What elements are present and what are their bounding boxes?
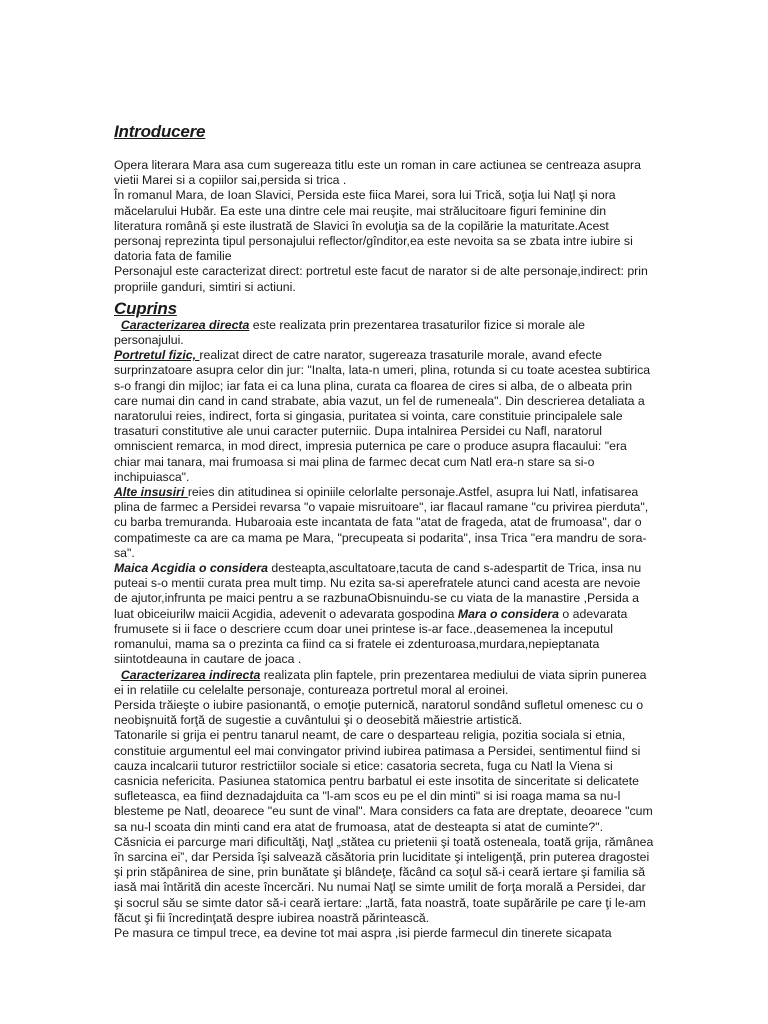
paragraph-alte-insusiri [114,485,656,561]
text-caracterizarea-indirecta: realizata plin faptele, prin prezentarea mediului de viata siprin punerea ei in relatiile cu celelalte personaje, contureaza portretul moral al eroinei. [114,667,647,697]
paragraph-portret-fizic [114,348,656,485]
heading-cuprins: Cuprins [114,298,177,318]
paragraph-tatonarile: Tatonarile si grija ei pentru tanarul neamt, de care o desparteau religia, pozitia sociala si etnia, constituie argumentul eel mai convingator privind iubirea patimasa a Persidei, sentimentul fiind si cauza incalcarii tuturor restrictiilor sociale si etice: casatoria secreta, fuga cu Natl la Viena si casnicia nefericita. Pasiunea statomica pentru barbatul ei este insotita de sinceritate si delicatete sufleteasca, ea fiind deznadajduita ca "l-am scos eu pe el din minti" si isi roaga mama sa nu-l blesteme pe Natl, deoarece "eu sunt de vinal". Mara considers ca fata are dreptate, deoarece "cum sa nu-l scoata din minti cand era atat de frumoasa, atat de desteapta si atat de cuminte?". [114,728,653,834]
text-mara-considera: o adevarata frumusete si ii face o descriere ccum doar unei printese is-ar face.,deasemenea la inceputul romanului, mama sa o prezinta ca fiind ca si fratele ei zdenturoasa,murdara,nepieptanata siintotdeauna in cautare de joaca . [114,606,628,667]
intro-paragraph-1: Opera literara Mara asa cum sugereaza titlu este un roman in care actiunea se centreaza asupra vietii Marei si a copiilor sai,persida si trica . [114,158,641,188]
label-caracterizarea-indirecta: Caracterizarea indirecta [120,667,261,682]
text-portretul-fizic: realizat direct de catre narator, sugereaza trasaturile morale, avand efecte surprinzatoare asupra celor din jur: "Inalta, lata-n umeri, plina, rotunda si cu toate acestea subtirica s-o frangi din mijloc; iar fata ei ca luna plina, curata ca floarea de cires si alba, de o albeata prin care numai din cand in cand strabate, abia vazut, un fel de rumeneala". Din descrierea detaliata a naratorului reies, indirect, forta si gingasia, puritatea si vointa, care constituie principalele sale trasaturi constitutive ale unui caracter puterniic. Dupa intalnirea Persidei cu Nafl, naratorul omniscient remarca, in mod direct, impresia puternica pe care o produce asupra flacaului: "era chiar mai tanara, mai frumoasa si mai plina de farmec decat cum Natl era-n stare sa si-o inchipuiasca". [114,348,651,484]
label-portretul-fizic: Portretul fizic, [114,348,200,363]
label-mara-considera: Mara o considera [457,606,559,621]
paragraph-pe-masura: Pe masura ce timpul trece, ea devine tot mai aspra ,isi pierde farmecul din tinerete sicapata [114,925,612,940]
paragraph-caracterizare-directa [114,318,656,348]
text-maica-acgidia: desteapta,ascultatoare,tacuta de cand s-adespartit de Trica, insa nu puteai s-o mentii curata prea mult timp. Nu ezita sa-si aperefratele atunci cand acesta are nevoie de ajutor,infrunta pe maici pentru a se razbunaObisnuindu-se cu viata de la manastire ,Persida a luat obiceiurilw maicii Acgidia, adevenit o adevarata gospodina [114,561,642,621]
heading-introducere: Introducere [114,122,206,141]
text-caracterizarea-directa: este realizata prin prezentarea trasaturilor fizice si morale ale personajului. [114,317,585,348]
paragraph-persida-traieste: Persida trăieşte o iubire pasionantă, o emoţie puternică, naratorul sondând sufletul omenesc cu o neobişnuită forţă de sugestie a cuvântului şi o deosebită măiestrie artistică. [114,697,644,728]
document-page [114,122,656,941]
paragraph-casnicia: Căsnicia ei parcurge mari dificultăţi, Naţl „stătea cu prietenii şi toată osteneala, toată grija, rămânea în sarcina ei”, dar Persida îşi salvează căsătoria prin luciditate şi inteligenţă, prin puterea dragostei şi prin stăpânirea de sine, prin bunătate şi blândeţe, făcând ca soţul să-i ceară iertare şi familia să iasă mai întărită din aceste încercări. Nu numai Naţl se simte umilit de forţa morală a Persidei, dar şi socrul său se simte dator să-i ceară iertare: „Iartă, fata noastră, toate supărările pe care ţi le-am făcut şi fii încredinţată despre iubirea noastră părintească. [114,834,654,925]
label-alte-insusiri: Alte insusiri [114,485,188,500]
paragraph-maica-acgidia [114,561,656,667]
text-alte-insusiri: reies din atitudinea si opiniile celorlalte personaje.Astfel, asupra lui Natl, infatisarea plina de farmec a Persidei revarsa "o vapaie misruitoare", iar flacaul ramane "cu privirea pierduta", cu barba tremuranda. Hubaroaia este incantata de fata "atat de frageda, atat de frumoasa", dar o compatimeste ca are ca mama pe Mara, "precupeata si podarita", insa Trica "era mandru de sora-sa". [114,485,649,560]
intro-paragraph-2: În romanul Mara, de Ioan Slavici, Persida este fiica Marei, sora lui Trică, soţia lui Naţl şi nora măcelarului Hubăr. Ea este una dintre cele mai reuşite, mai strălucitoare figuri feminine din literatura română şi este ilustrată de Slavici în evoluţia sa de la copilărie la maturitate.Acest personaj reprezinta tipul personajului reflector/gînditor,ea este nevoita sa se zbata intre iubire si datoria fata de familie [114,188,633,264]
intro-paragraph-3: Personajul este caracterizat direct: portretul este facut de narator si de alte personaje,indirect: prin propriile ganduri, simtiri si actiuni. [114,264,648,294]
paragraph-caracterizare-indirecta [114,668,656,698]
label-maica-acgidia: Maica Acgidia o considera [114,561,268,576]
label-caracterizarea-directa: Caracterizarea directa [120,317,250,332]
